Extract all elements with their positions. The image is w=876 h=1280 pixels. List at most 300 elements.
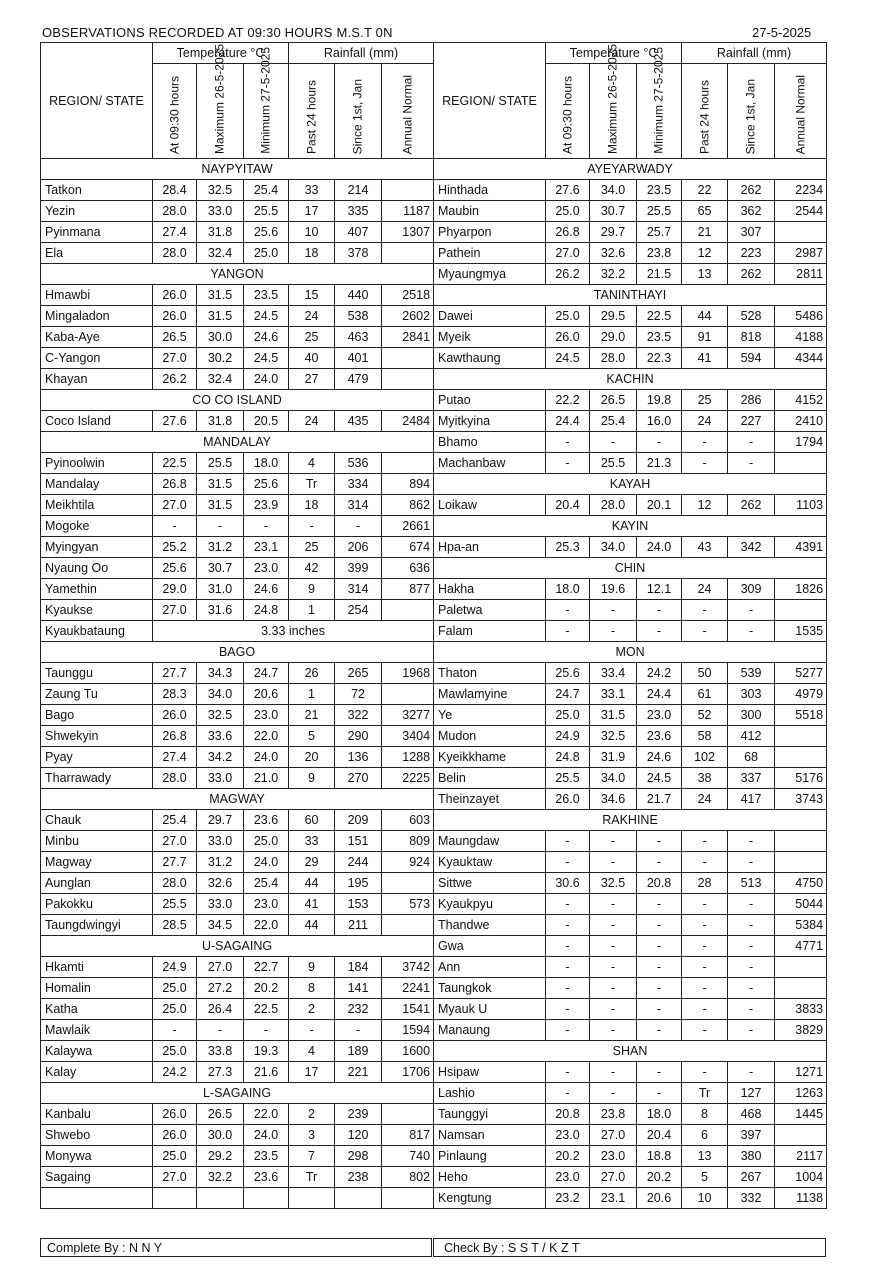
station-row <box>41 516 434 537</box>
rain-annual-normal <box>382 348 434 369</box>
station-row <box>434 537 827 558</box>
rain-since-jan: - <box>728 957 775 978</box>
temperature-group-header: Temperature °C <box>153 43 289 64</box>
temp-minimum: 20.6 <box>637 1188 682 1209</box>
rain-past-24h: 10 <box>682 1188 728 1209</box>
temp-maximum: 33.0 <box>197 894 244 915</box>
station-name: Myingyan <box>41 537 153 558</box>
temp-minimum: 23.6 <box>244 810 289 831</box>
temp-maximum: 26.4 <box>197 999 244 1020</box>
station-name: Ann <box>434 957 546 978</box>
rain-past-24h: 52 <box>682 705 728 726</box>
temp-at-0930: 26.2 <box>546 264 590 285</box>
station-row <box>41 957 434 978</box>
temp-at-0930: - <box>546 1020 590 1041</box>
region-group-row <box>434 474 827 495</box>
temp-at-0930: 27.0 <box>153 831 197 852</box>
rain-annual-normal: 1535 <box>775 621 827 642</box>
temp-at-0930: 25.3 <box>546 537 590 558</box>
station-name: Kalaywa <box>41 1041 153 1062</box>
rain-since-jan: - <box>728 831 775 852</box>
station-name: Chauk <box>41 810 153 831</box>
rain-past-24h: 33 <box>289 180 335 201</box>
temp-minimum: 21.0 <box>244 768 289 789</box>
temp-maximum: 25.4 <box>590 411 637 432</box>
temp-maximum: 31.2 <box>197 537 244 558</box>
temp-at-0930: 25.0 <box>153 978 197 999</box>
temp-at-0930: 25.5 <box>546 768 590 789</box>
rain-past-24h: - <box>682 957 728 978</box>
temp-maximum: 29.2 <box>197 1146 244 1167</box>
rain-since-jan: 335 <box>335 201 382 222</box>
station-row <box>434 831 827 852</box>
station-name: Taunggu <box>41 663 153 684</box>
station-row <box>434 579 827 600</box>
temp-at-0930: 24.4 <box>546 411 590 432</box>
temp-minimum: 25.6 <box>244 474 289 495</box>
temp-maximum: 34.6 <box>590 789 637 810</box>
station-name: Mandalay <box>41 474 153 495</box>
temp-at-0930: - <box>546 999 590 1020</box>
temp-at-0930: 24.2 <box>153 1062 197 1083</box>
temp-maximum: 32.5 <box>197 705 244 726</box>
rain-since-jan: 72 <box>335 684 382 705</box>
rain-annual-normal: 2241 <box>382 978 434 999</box>
rain-past-24h: - <box>682 453 728 474</box>
rain-since-jan: 189 <box>335 1041 382 1062</box>
station-row <box>434 495 827 516</box>
rain-since-jan: 435 <box>335 411 382 432</box>
temp-maximum: - <box>197 1020 244 1041</box>
temp-maximum: 33.1 <box>590 684 637 705</box>
rain-annual-normal: 2484 <box>382 411 434 432</box>
rain-annual-normal <box>382 369 434 390</box>
rain-past-24h: 18 <box>289 243 335 264</box>
rain-annual-normal <box>775 831 827 852</box>
station-name: Taunggyi <box>434 1104 546 1125</box>
temp-minimum: 23.6 <box>637 726 682 747</box>
temp-at-0930: - <box>153 516 197 537</box>
temp-at-0930: 24.8 <box>546 747 590 768</box>
station-name: Shwebo <box>41 1125 153 1146</box>
rain-since-jan: - <box>728 621 775 642</box>
station-name: Tharrawady <box>41 768 153 789</box>
rain-annual-normal: 5518 <box>775 705 827 726</box>
station-name: Pathein <box>434 243 546 264</box>
rain-past-24h: 7 <box>289 1146 335 1167</box>
temp-maximum: 30.0 <box>197 327 244 348</box>
region-group-label: MANDALAY <box>41 432 434 453</box>
rain-past-24h: 58 <box>682 726 728 747</box>
rain-past-24h: 8 <box>289 978 335 999</box>
region-group-row <box>434 558 827 579</box>
station-row <box>434 1104 827 1125</box>
station-row <box>41 474 434 495</box>
rain-since-jan: - <box>728 894 775 915</box>
temp-at-0930: - <box>546 621 590 642</box>
rain-annual-normal: 4188 <box>775 327 827 348</box>
station-name: Kyeikkhame <box>434 747 546 768</box>
rain-since-jan: 239 <box>335 1104 382 1125</box>
station-name: Myitkyina <box>434 411 546 432</box>
rain-past-24h: 18 <box>289 495 335 516</box>
station-row <box>434 201 827 222</box>
temp-at-0930: 28.0 <box>153 768 197 789</box>
temp-minimum: 12.1 <box>637 579 682 600</box>
rain-annual-normal <box>775 222 827 243</box>
station-name: Mogoke <box>41 516 153 537</box>
temp-at-0930: 27.4 <box>153 747 197 768</box>
station-name: Zaung Tu <box>41 684 153 705</box>
temp-at-0930: 22.5 <box>153 453 197 474</box>
rain-since-jan: 244 <box>335 852 382 873</box>
col-annual-normal-header: Annual Normal <box>775 64 827 159</box>
rain-past-24h: - <box>682 915 728 936</box>
station-name: Hkamti <box>41 957 153 978</box>
station-name: Dawei <box>434 306 546 327</box>
rain-since-jan: 300 <box>728 705 775 726</box>
temp-minimum: 24.0 <box>244 1125 289 1146</box>
temp-maximum: 33.0 <box>197 831 244 852</box>
station-name: Namsan <box>434 1125 546 1146</box>
station-row <box>41 810 434 831</box>
station-row <box>41 873 434 894</box>
region-group-label: KAYAH <box>434 474 827 495</box>
temp-maximum: 32.5 <box>197 180 244 201</box>
region-group-label: KACHIN <box>434 369 827 390</box>
rain-annual-normal: 2661 <box>382 516 434 537</box>
rain-since-jan: 307 <box>728 222 775 243</box>
station-name: Thandwe <box>434 915 546 936</box>
rain-since-jan: 399 <box>335 558 382 579</box>
rain-past-24h: 12 <box>682 495 728 516</box>
region-group-label: L-SAGAING <box>41 1083 434 1104</box>
empty-cell <box>197 1188 244 1209</box>
rain-annual-normal: 674 <box>382 537 434 558</box>
rain-annual-normal <box>382 243 434 264</box>
rain-since-jan: 151 <box>335 831 382 852</box>
temp-maximum: 31.2 <box>197 852 244 873</box>
rain-annual-normal <box>775 726 827 747</box>
rain-past-24h: 43 <box>682 537 728 558</box>
rain-annual-normal <box>382 453 434 474</box>
station-row <box>41 621 434 642</box>
rain-past-24h: - <box>682 894 728 915</box>
temp-maximum: 34.0 <box>590 180 637 201</box>
temp-at-0930: 28.0 <box>153 201 197 222</box>
rain-since-jan: 286 <box>728 390 775 411</box>
temp-at-0930: - <box>546 600 590 621</box>
rain-since-jan: 539 <box>728 663 775 684</box>
temp-maximum: 23.0 <box>590 1146 637 1167</box>
rain-annual-normal: 2225 <box>382 768 434 789</box>
station-name: Pyinoolwin <box>41 453 153 474</box>
rain-past-24h: 21 <box>682 222 728 243</box>
temp-at-0930: - <box>546 915 590 936</box>
temp-maximum: 30.2 <box>197 348 244 369</box>
station-name: Yamethin <box>41 579 153 600</box>
temp-maximum: 33.6 <box>197 726 244 747</box>
temp-maximum: 23.1 <box>590 1188 637 1209</box>
station-row <box>434 663 827 684</box>
rain-past-24h: Tr <box>289 1167 335 1188</box>
rain-past-24h: 4 <box>289 1041 335 1062</box>
rain-since-jan: - <box>728 978 775 999</box>
station-name: Magway <box>41 852 153 873</box>
rain-annual-normal: 3829 <box>775 1020 827 1041</box>
station-row <box>434 390 827 411</box>
col-minimum-header: Minimum 27-5-2025 <box>637 64 682 159</box>
rain-past-24h: 1 <box>289 684 335 705</box>
station-name: Katha <box>41 999 153 1020</box>
temp-at-0930: 27.0 <box>153 348 197 369</box>
station-name: Heho <box>434 1167 546 1188</box>
station-name: Meikhtila <box>41 495 153 516</box>
rain-annual-normal: 603 <box>382 810 434 831</box>
station-row <box>434 747 827 768</box>
rain-past-24h: 20 <box>289 747 335 768</box>
temp-at-0930: 28.4 <box>153 180 197 201</box>
rain-annual-normal: 1307 <box>382 222 434 243</box>
station-row <box>41 600 434 621</box>
rain-annual-normal <box>382 180 434 201</box>
rain-annual-normal: 5044 <box>775 894 827 915</box>
temp-at-0930: - <box>546 978 590 999</box>
station-row <box>41 768 434 789</box>
temp-at-0930: - <box>546 894 590 915</box>
rain-past-24h: 5 <box>289 726 335 747</box>
station-row <box>41 243 434 264</box>
rain-since-jan: 262 <box>728 264 775 285</box>
station-name: Maungdaw <box>434 831 546 852</box>
rain-since-jan: - <box>728 852 775 873</box>
temp-maximum: 30.0 <box>197 1125 244 1146</box>
temp-minimum: - <box>637 432 682 453</box>
rain-past-24h: 15 <box>289 285 335 306</box>
station-name: Nyaung Oo <box>41 558 153 579</box>
temp-at-0930: 25.0 <box>153 1041 197 1062</box>
temp-maximum: 32.6 <box>590 243 637 264</box>
temp-maximum: 31.0 <box>197 579 244 600</box>
station-name: Myaungmya <box>434 264 546 285</box>
station-name: Pyinmana <box>41 222 153 243</box>
rain-past-24h: - <box>682 432 728 453</box>
station-row <box>434 999 827 1020</box>
station-row <box>41 495 434 516</box>
rain-past-24h: - <box>682 936 728 957</box>
rain-past-24h: 38 <box>682 768 728 789</box>
temp-at-0930: 26.0 <box>153 1125 197 1146</box>
station-row <box>41 1104 434 1125</box>
station-row <box>434 243 827 264</box>
region-group-label: CO CO ISLAND <box>41 390 434 411</box>
station-name: Loikaw <box>434 495 546 516</box>
station-row <box>434 453 827 474</box>
station-name: Gwa <box>434 936 546 957</box>
temp-minimum: - <box>244 516 289 537</box>
temp-maximum: - <box>590 600 637 621</box>
temp-minimum: 23.9 <box>244 495 289 516</box>
rain-since-jan: 127 <box>728 1083 775 1104</box>
station-row <box>41 1041 434 1062</box>
region-header: REGION/ STATE <box>434 43 546 159</box>
station-row <box>434 1083 827 1104</box>
col-since-jan-header: Since 1st, Jan <box>335 64 382 159</box>
temp-at-0930: 26.8 <box>153 726 197 747</box>
station-name: Manaung <box>434 1020 546 1041</box>
region-group-row <box>434 642 827 663</box>
station-row <box>41 1146 434 1167</box>
station-row <box>41 726 434 747</box>
temp-minimum: - <box>637 957 682 978</box>
temp-maximum: 34.0 <box>197 684 244 705</box>
temp-minimum: - <box>637 831 682 852</box>
region-group-label: MON <box>434 642 827 663</box>
region-group-row <box>41 936 434 957</box>
station-row <box>41 369 434 390</box>
temp-maximum: - <box>590 621 637 642</box>
station-row <box>41 1062 434 1083</box>
col-at0930-header: At 09:30 hours <box>546 64 590 159</box>
temp-maximum: 26.5 <box>590 390 637 411</box>
temp-minimum: 20.4 <box>637 1125 682 1146</box>
temp-at-0930: 24.9 <box>546 726 590 747</box>
station-name: Pinlaung <box>434 1146 546 1167</box>
temp-minimum: 22.0 <box>244 1104 289 1125</box>
report-date: 27-5-2025 <box>752 25 812 40</box>
temp-at-0930: 29.0 <box>153 579 197 600</box>
rain-since-jan: 407 <box>335 222 382 243</box>
empty-cell <box>382 1188 434 1209</box>
temp-maximum: 29.0 <box>590 327 637 348</box>
rain-annual-normal <box>382 600 434 621</box>
temp-at-0930: 24.7 <box>546 684 590 705</box>
station-name: Kyaukpyu <box>434 894 546 915</box>
rain-since-jan: 314 <box>335 495 382 516</box>
region-group-row <box>434 369 827 390</box>
station-name: Bago <box>41 705 153 726</box>
rain-annual-normal: 1103 <box>775 495 827 516</box>
rain-since-jan: 536 <box>335 453 382 474</box>
station-row <box>41 894 434 915</box>
station-row <box>41 222 434 243</box>
empty-row <box>41 1188 434 1209</box>
rain-since-jan: 232 <box>335 999 382 1020</box>
rain-since-jan: 463 <box>335 327 382 348</box>
station-name: Tatkon <box>41 180 153 201</box>
temp-minimum: - <box>637 600 682 621</box>
region-group-row <box>41 789 434 810</box>
rain-since-jan: 262 <box>728 180 775 201</box>
temp-minimum: 25.7 <box>637 222 682 243</box>
rain-since-jan: 412 <box>728 726 775 747</box>
temp-minimum: - <box>637 1062 682 1083</box>
rain-past-24h: 44 <box>289 915 335 936</box>
station-name: Khayan <box>41 369 153 390</box>
station-name: Kyaukse <box>41 600 153 621</box>
station-row <box>434 978 827 999</box>
rain-since-jan: 195 <box>335 873 382 894</box>
rain-since-jan: - <box>335 1020 382 1041</box>
station-row <box>434 1167 827 1188</box>
station-name: Minbu <box>41 831 153 852</box>
station-row <box>41 915 434 936</box>
temp-minimum: 21.6 <box>244 1062 289 1083</box>
station-name: Machanbaw <box>434 453 546 474</box>
rain-since-jan: 214 <box>335 180 382 201</box>
col-annual-normal-header: Annual Normal <box>382 64 434 159</box>
temp-minimum: 21.7 <box>637 789 682 810</box>
rain-past-24h: 27 <box>289 369 335 390</box>
rain-annual-normal: 1271 <box>775 1062 827 1083</box>
temp-maximum: 28.0 <box>590 348 637 369</box>
rain-since-jan: 265 <box>335 663 382 684</box>
rain-annual-normal: 4344 <box>775 348 827 369</box>
temp-maximum: 29.5 <box>590 306 637 327</box>
rain-since-jan: 528 <box>728 306 775 327</box>
rain-since-jan: 209 <box>335 810 382 831</box>
station-name: Theinzayet <box>434 789 546 810</box>
rain-annual-normal: 573 <box>382 894 434 915</box>
station-row <box>434 1188 827 1209</box>
station-row <box>41 705 434 726</box>
station-row <box>434 957 827 978</box>
rain-annual-normal: 2234 <box>775 180 827 201</box>
station-row <box>434 327 827 348</box>
temp-maximum: 28.0 <box>590 495 637 516</box>
rain-annual-normal: 1004 <box>775 1167 827 1188</box>
temp-minimum: 25.4 <box>244 873 289 894</box>
station-row <box>41 558 434 579</box>
rain-since-jan: 337 <box>728 768 775 789</box>
station-name: Mawlaik <box>41 1020 153 1041</box>
region-group-label: U-SAGAING <box>41 936 434 957</box>
region-group-label: RAKHINE <box>434 810 827 831</box>
temp-minimum: - <box>637 894 682 915</box>
temp-at-0930: 22.2 <box>546 390 590 411</box>
temp-at-0930: 23.0 <box>546 1167 590 1188</box>
rain-annual-normal: 802 <box>382 1167 434 1188</box>
rain-since-jan: 290 <box>335 726 382 747</box>
station-row <box>41 579 434 600</box>
temp-minimum: 24.6 <box>637 747 682 768</box>
rain-annual-normal: 5486 <box>775 306 827 327</box>
station-row <box>434 1062 827 1083</box>
region-group-row <box>41 642 434 663</box>
temp-at-0930: 25.0 <box>153 999 197 1020</box>
rain-since-jan: 818 <box>728 327 775 348</box>
temp-maximum: 30.7 <box>197 558 244 579</box>
station-row <box>41 852 434 873</box>
rain-past-24h: 4 <box>289 453 335 474</box>
temp-minimum: 23.0 <box>244 705 289 726</box>
temp-maximum: 23.8 <box>590 1104 637 1125</box>
temp-maximum: 31.5 <box>197 495 244 516</box>
temp-at-0930: 27.7 <box>153 852 197 873</box>
temp-maximum: 31.6 <box>197 600 244 621</box>
temp-maximum: 34.5 <box>197 915 244 936</box>
rain-since-jan: 417 <box>728 789 775 810</box>
rain-past-24h: Tr <box>682 1083 728 1104</box>
rain-past-24h: - <box>682 978 728 999</box>
station-name: Falam <box>434 621 546 642</box>
rain-since-jan: 270 <box>335 768 382 789</box>
temp-minimum: - <box>637 621 682 642</box>
temp-minimum: 18.8 <box>637 1146 682 1167</box>
rain-since-jan: 440 <box>335 285 382 306</box>
temp-at-0930: 26.0 <box>153 705 197 726</box>
temp-at-0930: 25.6 <box>546 663 590 684</box>
